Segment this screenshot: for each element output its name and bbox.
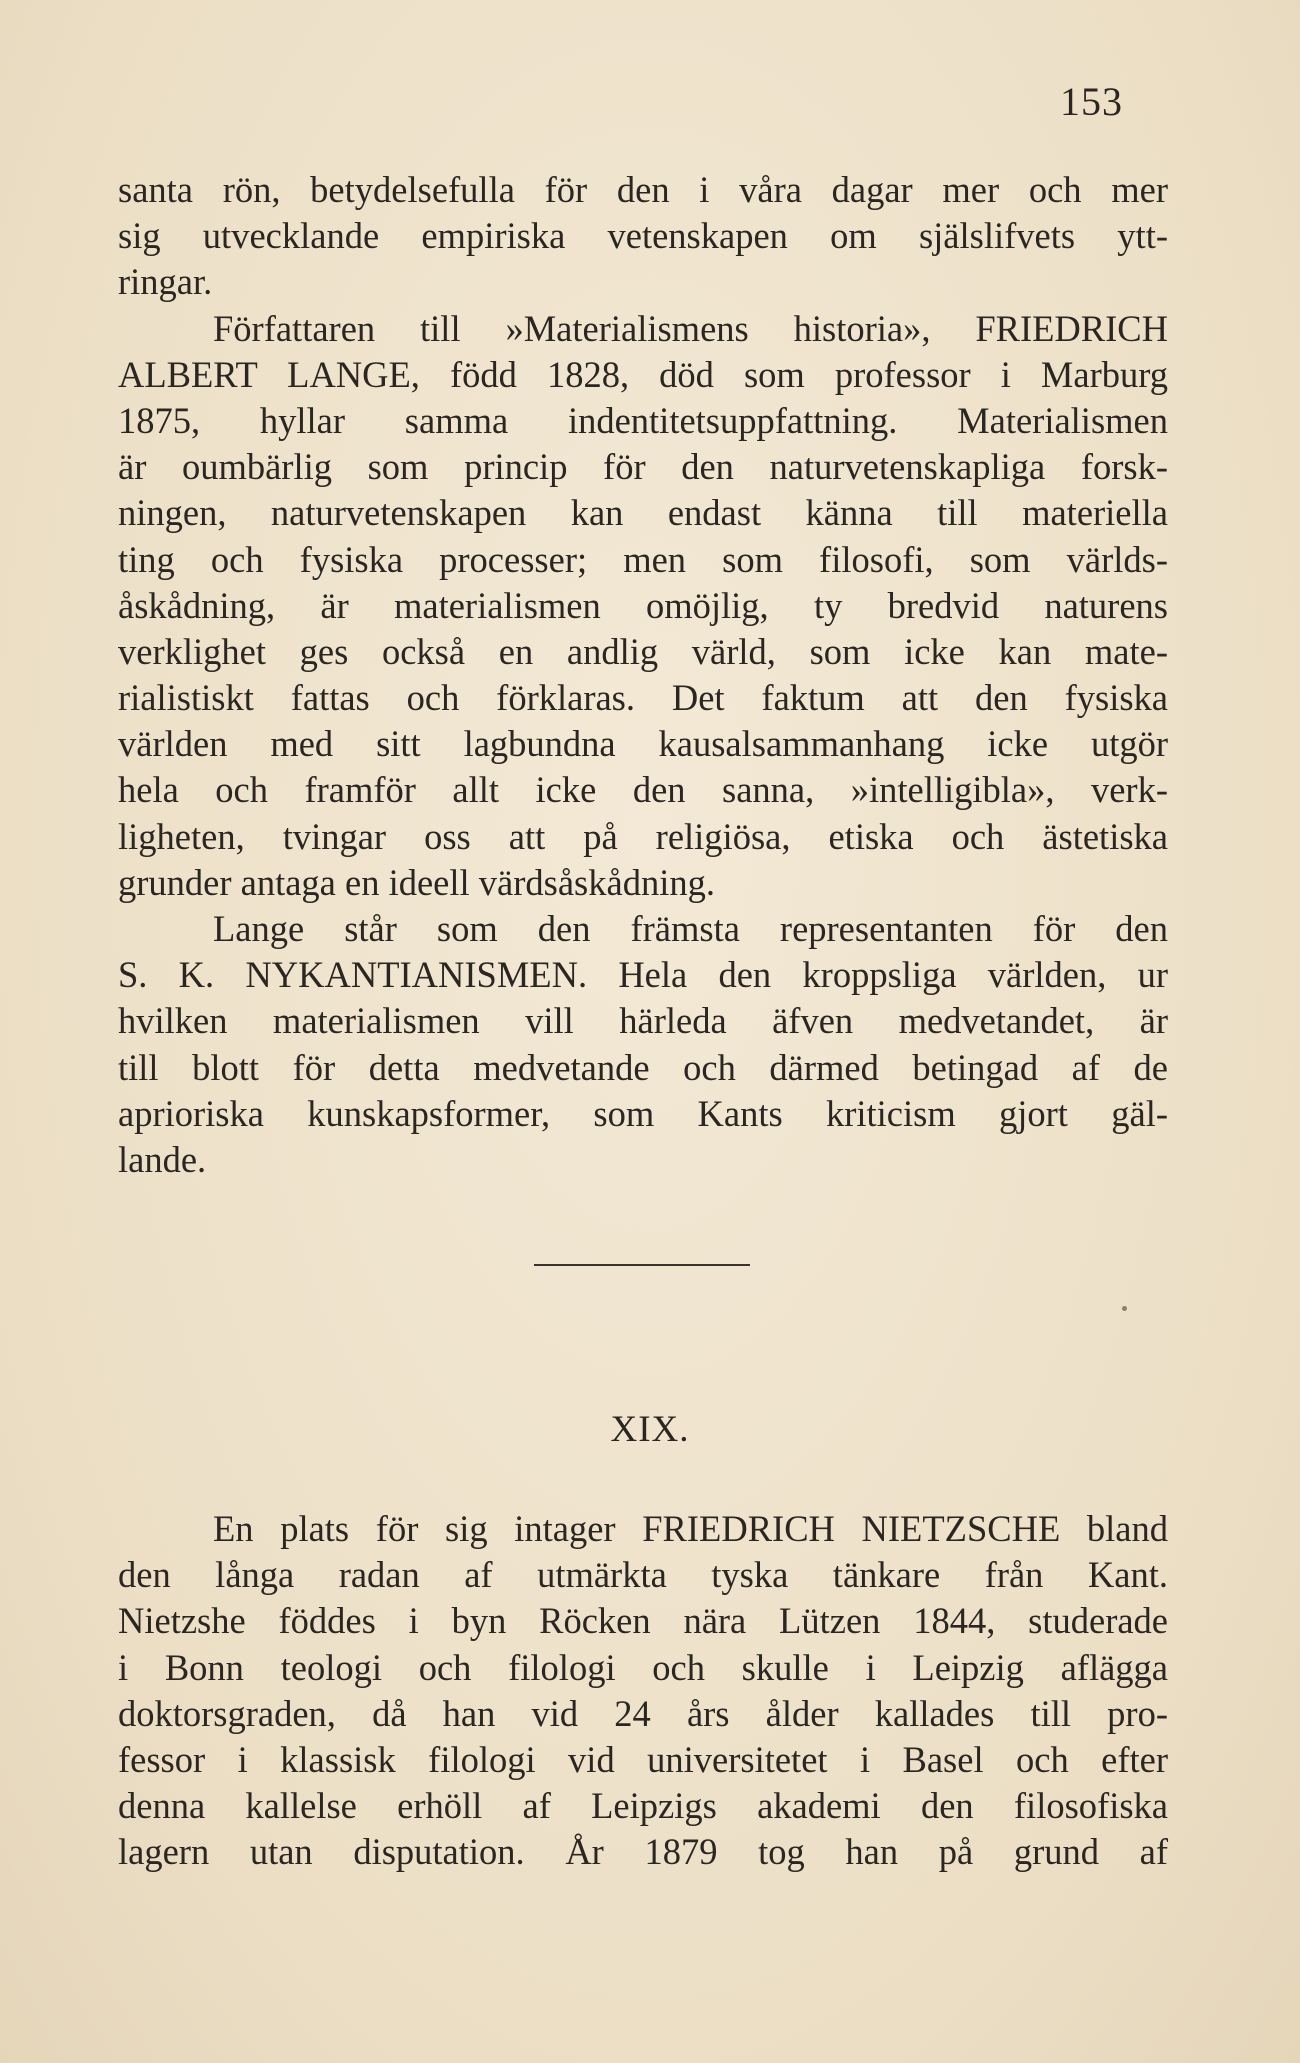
text-line: Nietzshe föddes i byn Röcken nära Lützen 1844, studerade (118, 1600, 1168, 1642)
text-line: ningen, naturvetenskapen kan endast känna till materiella (118, 492, 1168, 534)
paper-speck (1122, 1306, 1127, 1311)
text-line: i Bonn teologi och filologi och skulle i Leipzig aflägga (118, 1646, 1168, 1688)
text-line: S. K. NYKANTIANISMEN. Hela den kroppsliga världen, ur (118, 954, 1168, 996)
text-line: Författaren till »Materialismens historia», FRIEDRICH (213, 307, 1168, 349)
text-block-section1 (118, 167, 1168, 1183)
text-line: ting och fysiska processer; men som filosofi, som världs- (118, 538, 1168, 580)
text-line: hela och framför allt icke den sanna, »intelligibla», verk- (118, 769, 1168, 811)
text-line: aprioriska kunskapsformer, som Kants kriticism gjort gäl- (118, 1092, 1168, 1134)
text-line: grunder antaga en ideell värdsåskådning. (118, 861, 715, 903)
section-divider (534, 1264, 750, 1266)
text-line: är oumbärlig som princip för den naturvetenskapliga forsk- (118, 446, 1168, 488)
text-line: ligheten, tvingar oss att på religiösa, etiska och ästetiska (118, 815, 1168, 857)
text-line: ALBERT LANGE, född 1828, död som professor i Marburg (118, 353, 1168, 395)
text-line: Lange står som den främsta representanten för den (213, 908, 1168, 949)
text-line: En plats för sig intager FRIEDRICH NIETZSCHE bland (213, 1508, 1168, 1549)
text-line: den långa radan af utmärkta tyska tänkare från Kant. (118, 1554, 1168, 1596)
text-line: till blott för detta medvetande och därmed betingad af de (118, 1046, 1168, 1088)
text-line: lagern utan disputation. År 1879 tog han på grund af (118, 1831, 1168, 1873)
text-line: fessor i klassisk filologi vid universitetet i Basel och efter (118, 1738, 1168, 1780)
text-line: rialistiskt fattas och förklaras. Det faktum att den fysiska (118, 677, 1168, 719)
text-line: verklighet ges också en andlig värld, som icke kan mate- (118, 630, 1168, 672)
text-line: hvilken materialismen vill härleda äfven medvetandet, är (118, 1000, 1168, 1042)
text-line: världen med sitt lagbundna kausalsammanhang icke utgör (118, 723, 1168, 765)
page-number: 153 (1060, 79, 1123, 124)
chapter-heading: XIX. (610, 1409, 690, 1450)
text-line: åskådning, är materialismen omöjlig, ty bredvid naturens (118, 584, 1168, 626)
text-line: denna kallelse erhöll af Leipzigs akademi den filosofiska (118, 1785, 1168, 1827)
text-line: sig utvecklande empiriska vetenskapen om själslifvets ytt- (118, 215, 1168, 257)
text-line: ringar. (118, 261, 213, 303)
text-block-section2 (118, 1506, 1168, 1876)
text-line: 1875, hyllar samma indentitetsuppfattning. Materialismen (118, 399, 1168, 441)
text-line: lande. (118, 1138, 207, 1180)
text-line: santa rön, betydelsefulla för den i våra dagar mer och mer (118, 169, 1168, 210)
text-line: doktorsgraden, då han vid 24 års ålder kallades till pro- (118, 1692, 1168, 1734)
